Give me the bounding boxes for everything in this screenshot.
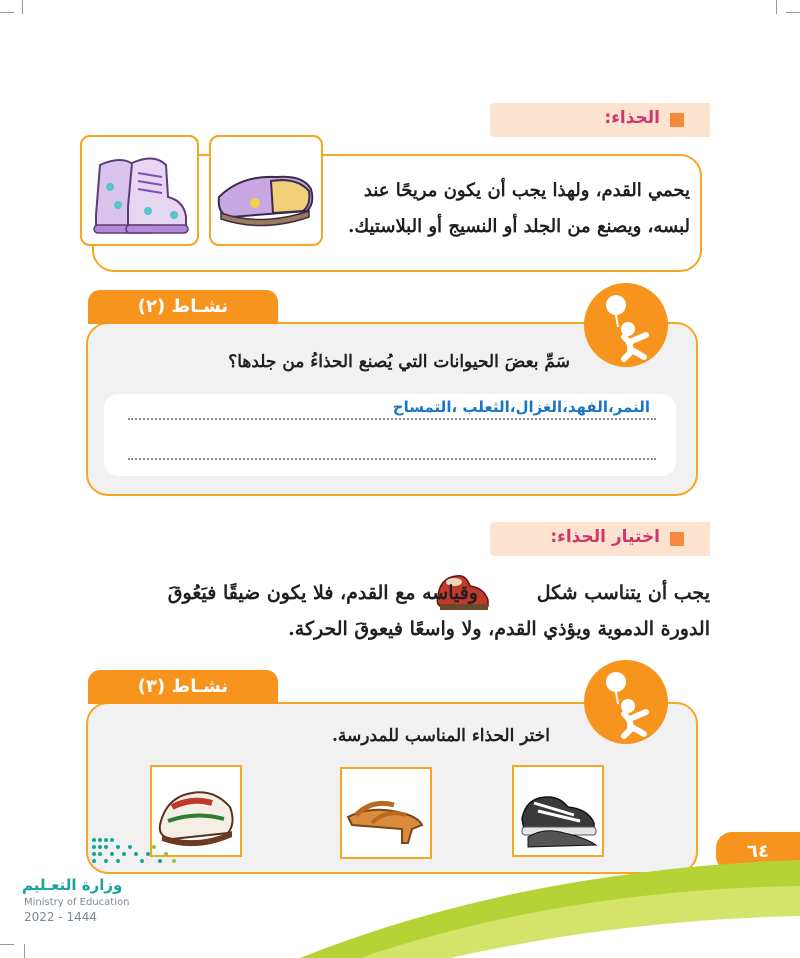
flat-shoe-image-box-front bbox=[209, 135, 323, 246]
activity-3-tab: نشـاط (٣) bbox=[88, 670, 278, 704]
sport-shoe-image bbox=[514, 767, 602, 855]
section-heading-shoe bbox=[490, 103, 710, 137]
choosing-line-1-end: وقياسه مع القدم، فلا يكون ضيقًا فيَعُوقَ bbox=[167, 582, 478, 604]
heading-text: اختيار الحذاء: bbox=[550, 527, 660, 547]
ministry-name-en: Ministry of Education bbox=[24, 897, 130, 908]
activity-3-instruction: اختر الحذاء المناسب للمدرسة. bbox=[331, 726, 550, 746]
ministry-name-ar: وزارة التعـليم bbox=[22, 876, 123, 894]
sneakers-image-box-front bbox=[80, 135, 199, 246]
activity-2-tab: نشـاط (٢) bbox=[88, 290, 278, 324]
crop-mark bbox=[776, 0, 777, 14]
choosing-line-1-start: يجب أن يتناسب شكل bbox=[536, 582, 710, 604]
crop-mark bbox=[786, 12, 800, 13]
ministry-logo-dots bbox=[90, 834, 180, 874]
activity-2-question: سَمِّ بعضَ الحيوانات التي يُصنع الحذاءُ من جلدها؟ bbox=[228, 352, 570, 372]
section-heading-choosing bbox=[490, 522, 710, 556]
child-balloon-icon bbox=[584, 660, 668, 744]
activity-2-badge bbox=[584, 283, 668, 367]
shoe-description-line-2: لبسه، ويصنع من الجلد أو النسيج أو البلاستيك. bbox=[348, 216, 690, 237]
decorative-wave bbox=[300, 850, 800, 958]
child-balloon-icon bbox=[584, 283, 668, 367]
edition-year: 2022 - 1444 bbox=[24, 910, 98, 924]
page-number: ٦٤ bbox=[716, 832, 800, 872]
activity-3-badge bbox=[584, 660, 668, 744]
option-sport-shoe[interactable] bbox=[512, 765, 604, 857]
answer-line-1[interactable] bbox=[128, 418, 656, 420]
heading-square-icon bbox=[670, 113, 684, 127]
crop-mark bbox=[24, 944, 25, 958]
sneakers-image bbox=[82, 137, 197, 244]
crop-mark bbox=[0, 944, 14, 945]
answer-line-2[interactable] bbox=[128, 458, 656, 460]
heading-square-icon bbox=[670, 532, 684, 546]
answer-text: النمر،الفهد،الغزال،الثعلب ،التمساح bbox=[392, 398, 650, 416]
heeled-sandal-image bbox=[342, 769, 430, 857]
shoe-description-line-1: يحمي القدم، ولهذا يجب أن يكون مريحًا عند bbox=[363, 180, 690, 201]
crop-mark bbox=[22, 0, 23, 14]
option-heeled-sandal[interactable] bbox=[340, 767, 432, 859]
crop-mark bbox=[0, 12, 14, 13]
flat-shoe-image bbox=[211, 137, 321, 244]
choosing-line-2: الدورة الدموية ويؤذي القدم، ولا واسعًا فيعوقَ الحركة. bbox=[288, 618, 710, 640]
heading-text: الحذاء: bbox=[604, 108, 660, 128]
